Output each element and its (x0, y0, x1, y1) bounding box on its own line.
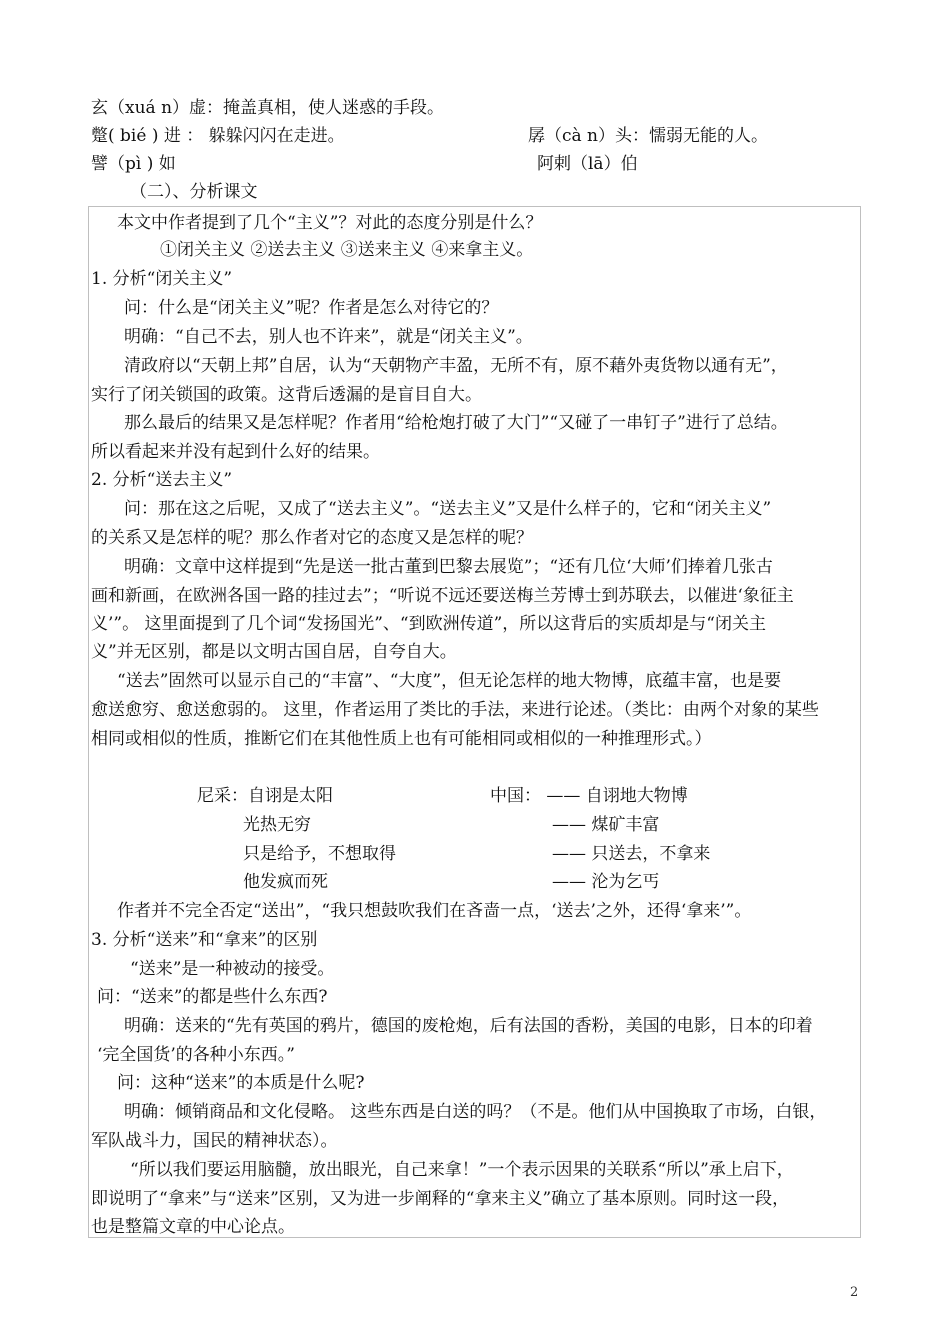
vocab-piru: 譬（pì ) 如 (91, 154, 176, 174)
paragraph: 义”并无区别，都是以文明古国自居，自夸自大。 (91, 642, 457, 662)
paragraph: 问：这种“送来”的本质是什么呢? (117, 1073, 365, 1093)
isms-list: ①闭关主义 ②送去主义 ③送来主义 ④来拿主义。 (160, 240, 534, 260)
paragraph: 的关系又是怎样的呢？那么作者对它的态度又是怎样的呢？ (91, 528, 533, 548)
paragraph: 愈送愈穷、愈送愈弱的。 这里，作者运用了类比的手法，来进行论述。（类比：由两个对象的某些 (91, 700, 819, 720)
page-number: 2 (850, 1285, 859, 1300)
paragraph: 那么最后的结果又是怎样呢？作者用“给枪炮打破了大门”“又碰了一串钉子”进行了总结。 (124, 413, 788, 433)
paragraph: 即说明了“拿来”与“送来”区别，又为进一步阐释的“拿来主义”确立了基本原则。同时这一段， (91, 1189, 790, 1209)
paragraph: 也是整篇文章的中心论点。 (91, 1217, 295, 1237)
heading-songlai-nalai: 3. 分析“送来”和“拿来”的区别 (91, 930, 318, 950)
paragraph: “所以我们要运用脑髓，放出眼光，自己来拿！”一个表示因果的关联系“所以”承上启下， (130, 1160, 794, 1180)
comparison-china: 中国： —— 自诩地大物博 (490, 786, 688, 806)
heading-biguan: 1. 分析“闭关主义” (91, 269, 233, 289)
paragraph: 明确：文章中这样提到“先是送一批古董到巴黎去展览”；“还有几位‘大师’们捧着几张古 (124, 557, 773, 577)
paragraph: 相同或相似的性质，推断它们在其他性质上也有可能相同或相似的一种推理形式。） (91, 729, 712, 749)
paragraph: 明确：倾销商品和文化侵略。 这些东西是白送的吗？（不是。他们从中国换取了市场，白银， (124, 1102, 827, 1122)
comparison-nietzsche: 光热无穷 (243, 815, 311, 835)
comparison-china: —— 沦为乞丐 (552, 872, 660, 892)
paragraph: 明确：“自己不去，别人也不许来”，就是“闭关主义”。 (124, 327, 533, 347)
vocab-chantou: 孱（cà n）头：懦弱无能的人。 (528, 126, 769, 146)
comparison-china: —— 煤矿丰富 (552, 815, 660, 835)
paragraph: 清政府以“天朝上邦”自居，认为“天朝物产丰盈，无所不有，原不藉外夷货物以通有无”， (124, 356, 788, 376)
paragraph: 所以看起来并没有起到什么好的结果。 (91, 442, 380, 462)
paragraph: 实行了闭关锁国的政策。这背后透漏的是盲目自大。 (91, 385, 482, 405)
comparison-china: —— 只送去，不拿来 (552, 844, 711, 864)
paragraph: “送去”固然可以显示自己的“丰富”、“大度”，但无论怎样的地大物博，底蕴丰富，也是要 (117, 671, 782, 691)
paragraph: 问：什么是“闭关主义”呢？作者是怎么对待它的？ (124, 298, 499, 318)
main-question: 本文中作者提到了几个“主义”？对此的态度分别是什么？ (117, 213, 543, 233)
paragraph: “送来”是一种被动的接受。 (130, 959, 335, 979)
comparison-nietzsche: 只是给予，不想取得 (243, 844, 396, 864)
paragraph: 画和新画，在欧洲各国一路的挂过去”；“听说不远还要送梅兰芳博士到苏联去，以催进‘象征主 (91, 586, 794, 606)
comparison-nietzsche: 尼采：自诩是太阳 (197, 786, 333, 806)
paragraph: 问：那在这之后呢，又成了“送去主义”。“送去主义”又是什么样子的，它和“闭关主义” (124, 499, 772, 519)
paragraph: 问：“送来”的都是些什么东西? (97, 987, 328, 1007)
comparison-nietzsche: 他发疯而死 (243, 872, 328, 892)
paragraph: 义’”。 这里面提到了几个词“发扬国光”、“到欧洲传道”，所以这背后的实质却是与“闭关主 (91, 614, 766, 634)
paragraph: 军队战斗力，国民的精神状态）。 (91, 1131, 338, 1151)
paragraph: 明确：送来的“先有英国的鸦片，德国的废枪炮，后有法国的香粉，美国的电影，日本的印着 (124, 1016, 813, 1036)
paragraph: ‘完全国货’的各种小东西。” (97, 1045, 295, 1065)
section-title: （二）、分析课文 (130, 182, 258, 202)
heading-songqu: 2. 分析“送去主义” (91, 470, 233, 490)
paragraph: 作者并不完全否定“送出”，“我只想鼓吹我们在吝啬一点，‘送去’之外，还得‘拿来’”。 (117, 901, 752, 921)
vocab-alabo: 阿剌（lā）伯 (537, 154, 638, 174)
vocab-xuanxu: 玄（xuá n）虚：掩盖真相，使人迷惑的手段。 (91, 98, 445, 118)
vocab-biejin: 蹩( bié ) 进 ： 躲躲闪闪在走进。 (91, 126, 345, 146)
